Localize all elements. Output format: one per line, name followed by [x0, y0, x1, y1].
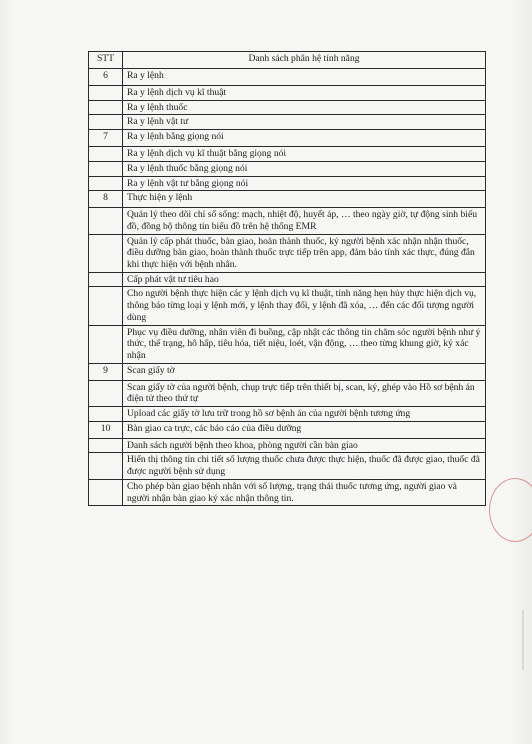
feature-text: Ra y lệnh vật tư	[123, 115, 486, 130]
feature-row	[89, 161, 486, 176]
red-seal-stamp	[489, 478, 532, 542]
feature-text: Ra y lệnh dịch vụ kĩ thuật bằng giọng nói	[123, 147, 486, 162]
feature-number-cell	[89, 479, 123, 505]
feature-text: Cho phép bàn giao bệnh nhân với số lượng, trạng thái thuốc tương ứng, người giao và người nhận bàn giao ký xác nhận thông tin.	[123, 479, 486, 505]
feature-number-cell	[89, 100, 123, 115]
feature-table	[88, 51, 486, 506]
group-row	[89, 191, 486, 208]
feature-row	[89, 208, 486, 234]
feature-number-cell	[89, 176, 123, 191]
group-number: 10	[89, 421, 123, 438]
group-number: 7	[89, 130, 123, 147]
feature-text: Ra y lệnh thuốc	[123, 100, 486, 115]
feature-row	[89, 287, 486, 325]
feature-text: Cấp phát vật tư tiêu hao	[123, 272, 486, 287]
feature-row	[89, 479, 486, 505]
feature-text: Danh sách người bệnh theo khoa, phòng người cần bàn giao	[123, 438, 486, 453]
feature-row	[89, 176, 486, 191]
feature-number-cell	[89, 287, 123, 325]
feature-number-cell	[89, 272, 123, 287]
group-title: Thực hiện y lệnh	[123, 191, 486, 208]
feature-row	[89, 438, 486, 453]
group-title: Scan giấy tờ	[123, 363, 486, 380]
group-row	[89, 69, 486, 86]
feature-text: Ra y lệnh thuốc bằng giọng nói	[123, 161, 486, 176]
group-number: 6	[89, 69, 123, 86]
group-number: 9	[89, 363, 123, 380]
header-title: Danh sách phân hệ tính năng	[123, 52, 486, 69]
feature-row	[89, 453, 486, 479]
feature-text: Phục vụ điều dưỡng, nhân viên đi buồng, cập nhật các thông tin chăm sóc người bệnh như ý thức, thể trạng, hô hấp, tiêu hóa, tiết niệu, loét, vận động, … theo từng khung giờ, ký xác nhận	[123, 325, 486, 363]
feature-table-body	[89, 52, 486, 506]
feature-number-cell	[89, 438, 123, 453]
feature-row	[89, 234, 486, 272]
feature-text: Ra y lệnh vật tư bằng giọng nói	[123, 176, 486, 191]
feature-text: Quản lý cấp phát thuốc, bàn giao, hoàn thành thuốc, ký người bệnh xác nhận nhận thuốc, điều dưỡng bàn giao, hoàn thành thuốc trực tiếp trên app, đảm bảo tính xác thực, đúng đắn khi thực hiện với bệnh nhân.	[123, 234, 486, 272]
group-title: Ra y lệnh bằng giọng nói	[123, 130, 486, 147]
feature-number-cell	[89, 325, 123, 363]
feature-number-cell	[89, 453, 123, 479]
feature-text: Cho người bệnh thực hiện các y lệnh dịch vụ kĩ thuật, tính năng hẹn hủy thực hiện dịch vụ, thông báo từng loại y lệnh mới, y lệnh thay đổi, y lệnh đã xóa, … đến các đối tượng người dùng	[123, 287, 486, 325]
feature-row	[89, 147, 486, 162]
feature-number-cell	[89, 161, 123, 176]
group-row	[89, 363, 486, 380]
feature-row	[89, 272, 486, 287]
feature-number-cell	[89, 115, 123, 130]
feature-row	[89, 100, 486, 115]
feature-text: Scan giấy tờ của người bệnh, chụp trực tiếp trên thiết bị, scan, ký, ghép vào Hồ sơ bệnh án điện tử theo thứ tự	[123, 380, 486, 406]
feature-number-cell	[89, 208, 123, 234]
feature-row	[89, 380, 486, 406]
group-row	[89, 421, 486, 438]
group-title: Bàn giao ca trực, các báo cáo của điều dưỡng	[123, 421, 486, 438]
feature-number-cell	[89, 147, 123, 162]
feature-row	[89, 86, 486, 101]
group-row	[89, 130, 486, 147]
header-stt: STT	[89, 52, 123, 69]
feature-number-cell	[89, 407, 123, 422]
feature-text: Quản lý theo dõi chỉ số sống: mạch, nhiệt độ, huyết áp, … theo ngày giờ, tự động sinh biểu đồ, đồng bộ thông tin biểu đồ trên hệ thống EMR	[123, 208, 486, 234]
feature-text: Ra y lệnh dịch vụ kĩ thuật	[123, 86, 486, 101]
feature-row	[89, 115, 486, 130]
feature-number-cell	[89, 234, 123, 272]
group-title: Ra y lệnh	[123, 69, 486, 86]
feature-text: Upload các giấy tờ lưu trữ trong hồ sơ bệnh án của người bệnh tương ứng	[123, 407, 486, 422]
feature-number-cell	[89, 380, 123, 406]
group-number: 8	[89, 191, 123, 208]
feature-text: Hiển thị thông tin chi tiết số lượng thuốc chưa được thực hiện, thuốc đã được giao, thuốc đã được người bệnh sử dụng	[123, 453, 486, 479]
feature-row	[89, 325, 486, 363]
table-header-row	[89, 52, 486, 69]
feature-number-cell	[89, 86, 123, 101]
scan-artifact	[522, 610, 524, 670]
feature-row	[89, 407, 486, 422]
